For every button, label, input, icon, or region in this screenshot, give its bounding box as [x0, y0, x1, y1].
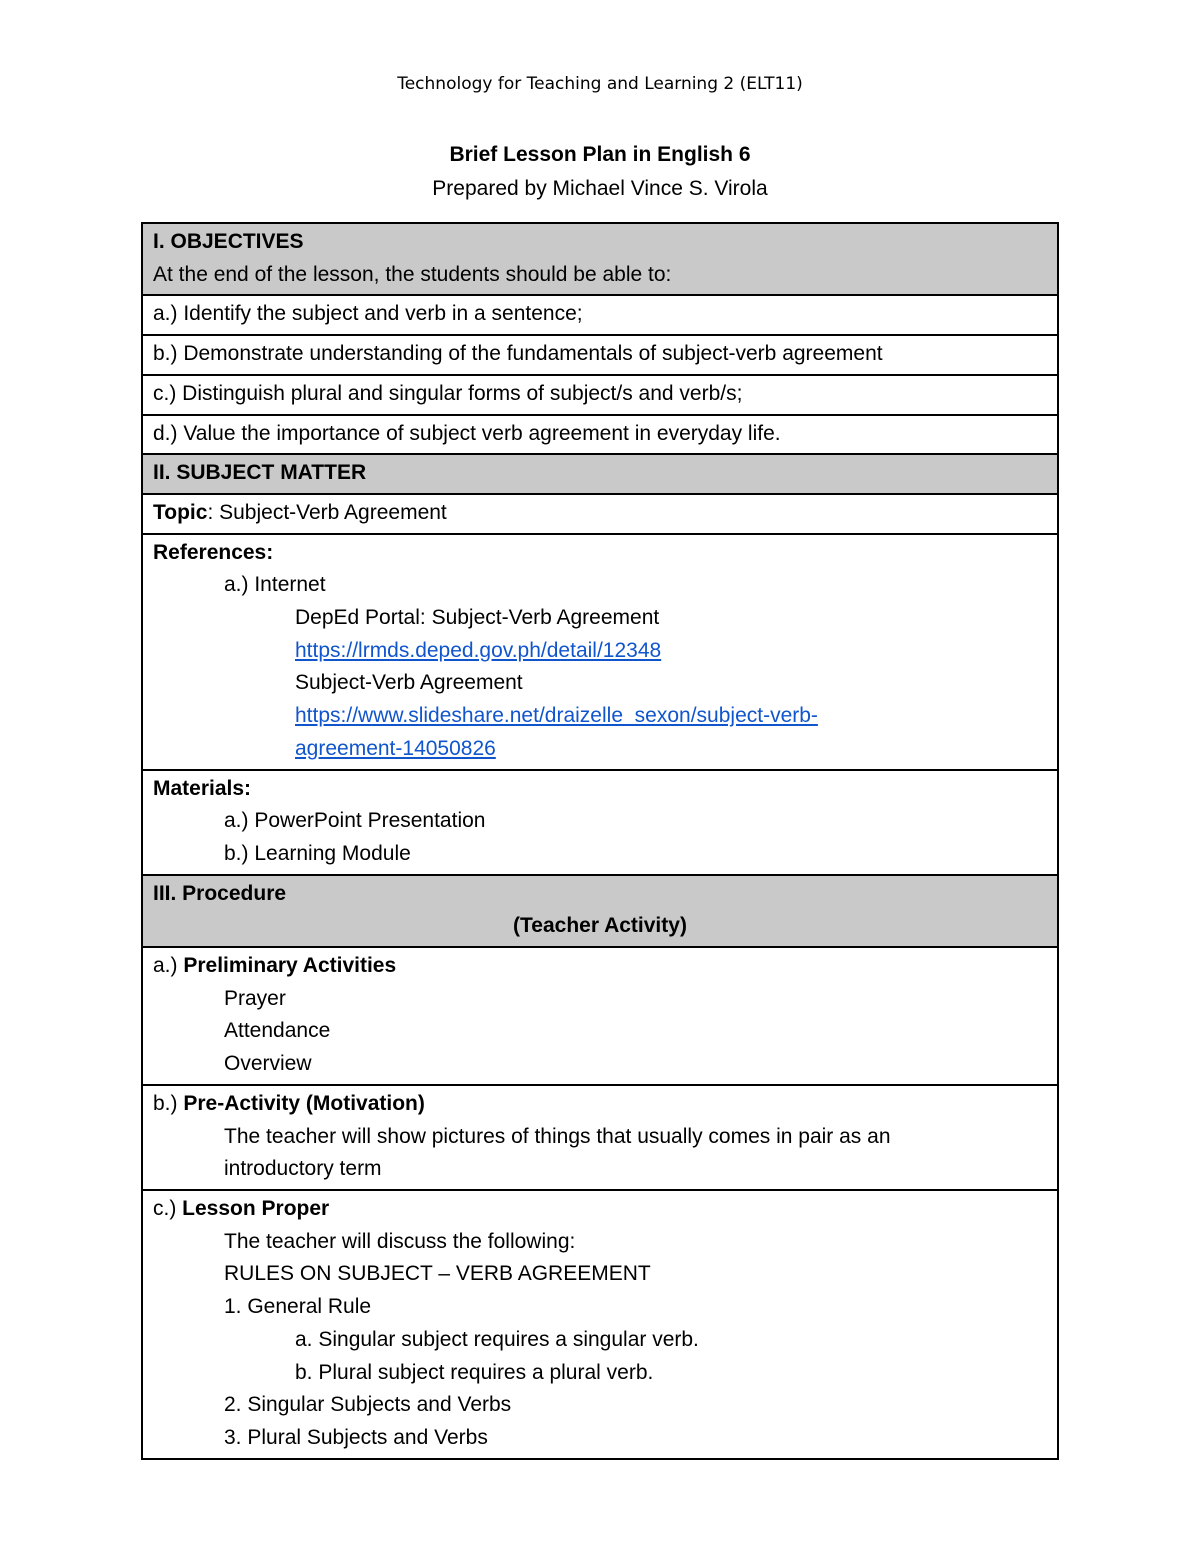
- rule-item: 2. Singular Subjects and Verbs: [224, 1393, 512, 1417]
- objective-item: b.) Demonstrate understanding of the fundamentals of subject-verb agreement: [142, 335, 1058, 375]
- rules-heading: RULES ON SUBJECT – VERB AGREEMENT: [224, 1262, 651, 1286]
- subject-matter-header-cell: [142, 454, 1058, 494]
- objective-item: a.) Identify the subject and verb in a sentence;: [142, 295, 1058, 335]
- topic-label: Topic: [153, 500, 208, 524]
- objective-item: d.) Value the importance of subject verb agreement in everyday life.: [142, 415, 1058, 455]
- lesson-proper-intro: The teacher will discuss the following:: [224, 1229, 576, 1253]
- reference-1-link[interactable]: https://lrmds.deped.gov.ph/detail/12348: [295, 638, 662, 662]
- procedure-heading: III. Procedure: [153, 881, 287, 905]
- materials-label: Materials:: [153, 776, 252, 800]
- pre-activity-text: The teacher will show pictures of things that usually comes in pair as an: [224, 1124, 891, 1148]
- preliminary-item: Attendance: [224, 1019, 331, 1043]
- document-title: Brief Lesson Plan in English 6: [449, 143, 751, 166]
- reference-2-link[interactable]: https://www.slideshare.net/draizelle_sexon/subject-verb-: [295, 704, 818, 728]
- lesson-plan-table: [141, 222, 1059, 1460]
- pre-activity-cell: [142, 1085, 1058, 1190]
- objectives-header-cell: [142, 223, 1058, 295]
- material-item: a.) PowerPoint Presentation: [224, 809, 486, 833]
- pre-activity-prefix: b.): [153, 1091, 184, 1115]
- material-item: b.) Learning Module: [224, 841, 411, 865]
- rule-subitem: b. Plural subject requires a plural verb.: [295, 1360, 654, 1384]
- document-author: Prepared by Michael Vince S. Virola: [432, 177, 768, 200]
- preliminary-title: Preliminary Activities: [183, 954, 397, 978]
- rule-item: 1. General Rule: [224, 1295, 372, 1319]
- course-header: Technology for Teaching and Learning 2 (ELT11): [397, 74, 803, 94]
- references-label: References:: [153, 540, 274, 564]
- rule-subitem: a. Singular subject requires a singular verb.: [295, 1327, 699, 1351]
- objectives-header-row: [142, 223, 1058, 295]
- reference-2-link-cont[interactable]: agreement-14050826: [295, 736, 496, 760]
- preliminary-item: Prayer: [224, 986, 286, 1010]
- lesson-proper-cell: [142, 1190, 1058, 1459]
- reference-internet: a.) Internet: [224, 573, 326, 597]
- preliminary-item: Overview: [224, 1052, 312, 1076]
- procedure-header-cell: [142, 875, 1058, 947]
- objective-item: c.) Distinguish plural and singular forms of subject/s and verb/s;: [142, 375, 1058, 415]
- topic-value: : Subject-Verb Agreement: [207, 500, 447, 524]
- topic-cell: [142, 494, 1058, 534]
- reference-1-title: DepEd Portal: Subject-Verb Agreement: [295, 606, 660, 630]
- lesson-proper-title: Lesson Proper: [182, 1196, 330, 1220]
- rule-item: 3. Plural Subjects and Verbs: [224, 1425, 488, 1449]
- objectives-intro: At the end of the lesson, the students should be able to:: [153, 262, 672, 286]
- reference-2-title: Subject-Verb Agreement: [295, 671, 523, 695]
- pre-activity-title: Pre-Activity (Motivation): [183, 1091, 425, 1115]
- lesson-proper-prefix: c.): [153, 1196, 183, 1220]
- objectives-heading: I. OBJECTIVES: [153, 230, 304, 253]
- preliminary-activities-cell: [142, 947, 1058, 1085]
- pre-activity-text-cont: introductory term: [224, 1157, 382, 1181]
- subject-matter-heading: II. SUBJECT MATTER: [153, 461, 367, 485]
- references-cell: [142, 534, 1058, 770]
- teacher-activity-title: (Teacher Activity): [513, 914, 687, 938]
- preliminary-prefix: a.): [153, 954, 184, 978]
- materials-cell: [142, 770, 1058, 875]
